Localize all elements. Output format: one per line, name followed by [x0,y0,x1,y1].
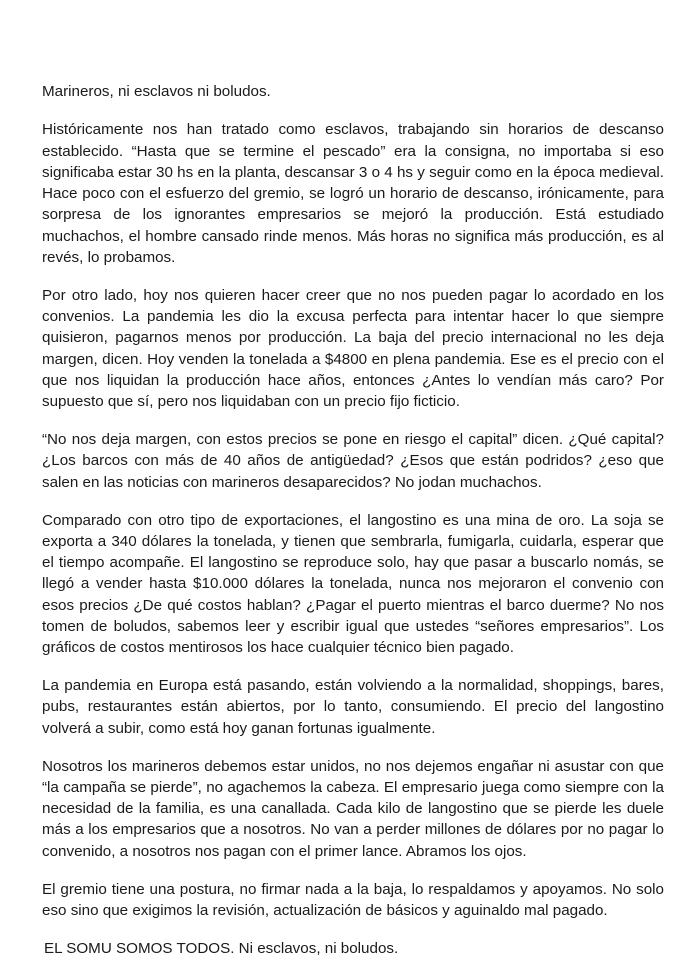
letter-paragraph-4: Comparado con otro tipo de exportaciones, el langostino es una mina de oro. La soja se exporta a 340 dólares la tonelada, y tienen que sembrarla, fumigarla, cuidarla, esperar que el tiempo acompañe. El langostino se reproduce solo, hay que pasar a buscarlo nomás, se llegó a vender hasta $10.000 dólares la tonelada, nunca nos mejoraron el convenio con esos precios ¿De qué costos hablan? ¿Pagar el puerto mientras el barco duerme? No nos tomen de boludos, sabemos leer y escribir igual que ustedes “señores empresarios”. Los gráficos de costos mentirosos los hace cualquier técnico bien pagado. [42,511,664,657]
letter-paragraph-5: La pandemia en Europa está pasando, están volviendo a la normalidad, shoppings, bares, pubs, restaurantes están abiertos, por lo tanto, consumiendo. El precio del langostino volverá a subir, como está hoy ganan fortunas igualmente. [42,677,664,737]
letter-paragraph-3: “No nos deja margen, con estos precios se pone en riesgo el capital” dicen. ¿Qué capital? ¿Los barcos con más de 40 años de antigüedad? ¿Esos que están podridos? ¿eso que salen en las noticias con marineros desaparecidos? No jodan muchachos. [42,431,664,491]
letter-closing: EL SOMU SOMOS TODOS. Ni esclavos, ni boludos. [44,939,399,957]
letter-salutation: Marineros, ni esclavos ni boludos. [42,83,271,100]
letter-paragraph-6: Nosotros los marineros debemos estar unidos, no nos dejemos engañar ni asustar con que “la campaña se pierde”, no agachemos la cabeza. El empresario juega como siempre con la necesidad de la familia, es una canallada. Cada kilo de langostino que se pierde les duele más a los empresarios que a nosotros. No van a perder millones de dólares por no pagar lo convenido, a nosotros nos pagan con el primer lance. Abramos los ojos. [42,757,664,860]
letter-body [42,81,664,975]
letter-paragraph-7: El gremio tiene una postura, no firmar nada a la baja, lo respaldamos y apoyamos. No solo eso sino que exigimos la revisión, actualización de básicos y aguinaldo mal pagado. [42,880,664,919]
letter-paragraph-2: Por otro lado, hoy nos quieren hacer creer que no nos pueden pagar lo acordado en los convenios. La pandemia les dio la excusa perfecta para intentar hacer lo que siempre quisieron, pagarnos menos por producción. La baja del precio internacional no les deja margen, dicen. Hoy venden la tonelada a $4800 en plena pandemia. Ese es el precio con el que nos liquidan la producción hace años, entonces ¿Antes lo vendían más caro? Por supuesto que sí, pero nos liquidaban con un precio fijo ficticio. [42,286,664,411]
letter-paragraph-1: Históricamente nos han tratado como esclavos, trabajando sin horarios de descanso establecido. “Hasta que se termine el pescado” era la consigna, no importaba si eso significaba estar 30 hs en la planta, descansar 3 o 4 hs y seguir como en la época medieval. Hace poco con el esfuerzo del gremio, se logró un horario de descanso, irónicamente, para sorpresa de los ignorantes empresarios se mejoró la producción. Está estudiado muchachos, el hombre cansado rinde menos. Más horas no significa más producción, es al revés, lo probamos. [42,121,664,267]
